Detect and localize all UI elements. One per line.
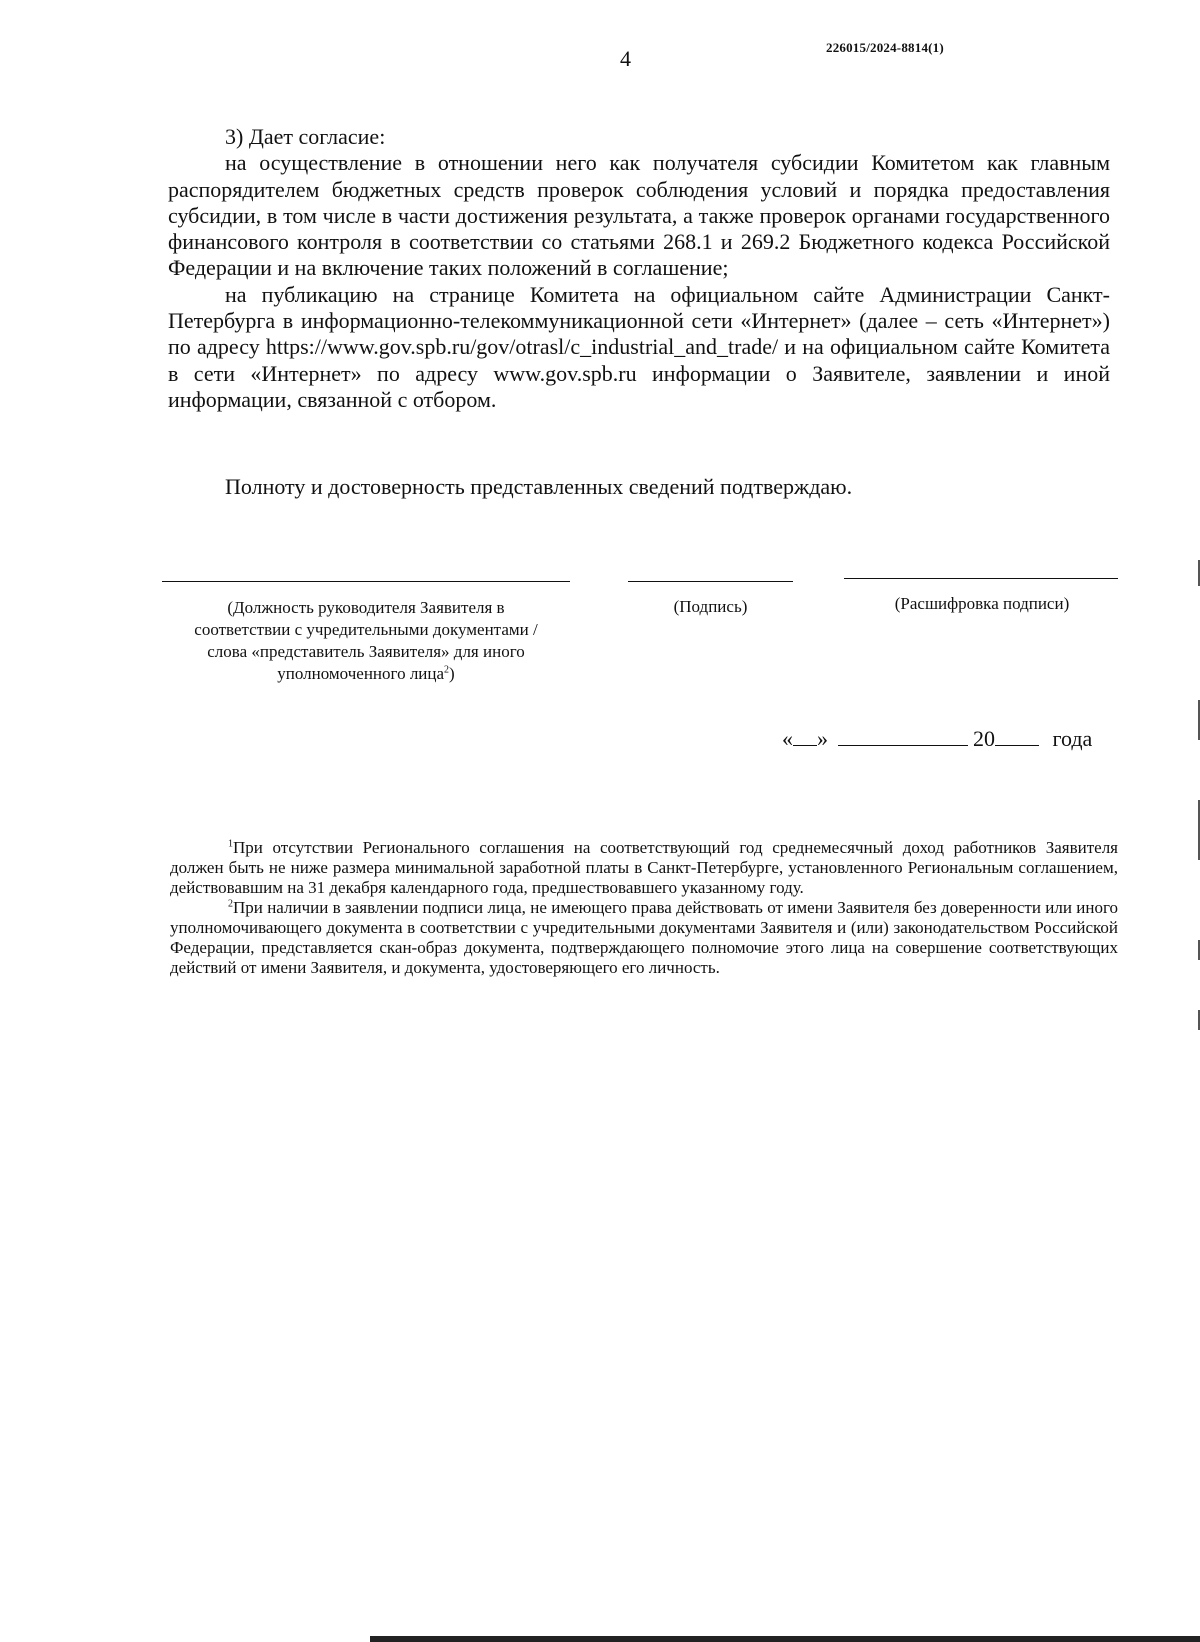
decoding-signature-line: [844, 578, 1118, 579]
signature-label: (Подпись): [673, 597, 748, 616]
footnote-2-marker: 2: [228, 898, 233, 910]
year-suffix: года: [1052, 726, 1093, 751]
scan-bottom-edge: [370, 1636, 1200, 1642]
consent-section: [168, 124, 1110, 413]
position-label-text: (Должность руководителя Заявителя в соответствии с учредительными документами / слова «представитель Заявителя» для иного уполномоченного лица: [194, 598, 538, 683]
position-label: [186, 597, 546, 685]
consent-heading: 3) Дает согласие:: [225, 124, 386, 149]
signature-decoding-label: (Расшифровка подписи): [894, 594, 1070, 613]
date-close-quote: »: [817, 726, 828, 751]
footnote-2: [170, 898, 1118, 977]
footnote-ref-2: 2: [444, 664, 450, 676]
footnote-1-marker: 1: [228, 838, 233, 850]
page-number: 4: [620, 46, 631, 71]
date-open-quote: «: [782, 726, 793, 751]
year-prefix: 20: [973, 726, 995, 751]
confirmation-statement: Полноту и достоверность представленных сведений подтверждаю.: [225, 474, 853, 499]
consent-paragraph-inspections: на осуществление в отношении него как получателя субсидии Комитетом как главным распорядителем бюджетных средств проверок соблюдения условий и порядка предоставления субсидии, в том числе в части достижения результата, а также проверок органами государственного финансового контроля в соответствии со статьями 268.1 и 269.2 Бюджетного кодекса Российской Федерации и на включение таких положений в соглашение;: [168, 150, 1110, 281]
consent-paragraph-publication: на публикацию на странице Комитета на официальном сайте Администрации Санкт-Петербурга в информационно-телекоммуникационной сети «Интернет» (далее – сеть «Интернет») по адресу https://www.gov.spb.ru/gov/otrasl/c_industrial_and_trade/ и на официальном сайте Комитета в сети «Интернет» по адресу www.gov.spb.ru информации о Заявителе, заявлении и иной информации, связанной с отбором.: [168, 281, 1110, 412]
footnote-1-text: При отсутствии Регионального соглашения на соответствующий год среднемесячный доход работников Заявителя должен быть не ниже размера минимальной заработной платы в Санкт-Петербурге, установленного Региональным соглашением, действовавшим на 31 декабря календарного года, предшествовавшего указанному году.: [170, 838, 1118, 897]
month-blank: [838, 727, 968, 746]
document-code: 226015/2024-8814(1): [826, 40, 944, 55]
footnote-1: [170, 838, 1118, 897]
date-row: [782, 726, 1092, 752]
footnote-2-text: При наличии в заявлении подписи лица, не имеющего права действовать от имени Заявителя без доверенности или иного уполномочивающего документа в соответствии с учредительными документами Заявителя и (или) законодательством Российской Федерации, представляется скан-образ документа, подтверждающего полномочие этого лица на совершение соответствующих действий от имени Заявителя, и документа, удостоверяющего его личность.: [170, 898, 1118, 977]
position-signature-line: [162, 581, 570, 582]
signature-line: [628, 581, 793, 582]
position-label-end: ): [449, 664, 455, 683]
year-blank: [995, 727, 1039, 746]
day-blank: [793, 727, 817, 746]
footnotes: [170, 838, 1118, 978]
